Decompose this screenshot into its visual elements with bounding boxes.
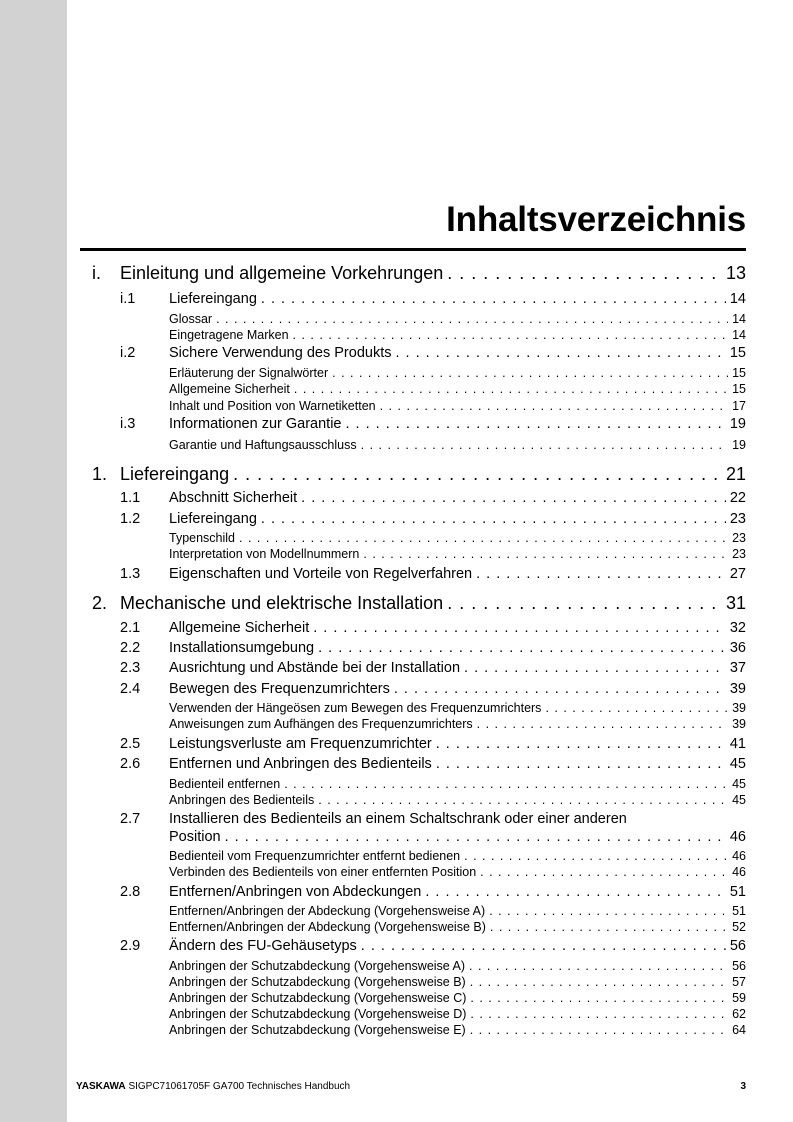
toc-label: Leistungsverluste am Frequenzumrichter (169, 736, 432, 752)
toc-label: Typenschild (169, 531, 236, 545)
toc-subsection[interactable] (169, 975, 746, 989)
toc-subsection[interactable] (169, 328, 746, 342)
toc-label: Bewegen des Frequenzumrichters (169, 681, 390, 697)
toc-label: Ausrichtung und Abstände bei der Installation (169, 660, 461, 676)
toc-subsection[interactable] (169, 991, 746, 1005)
toc-number: 2.4 (120, 681, 141, 697)
toc-leader-dots (332, 366, 728, 380)
toc-leader-dots (545, 701, 728, 715)
toc-leader-dots (380, 399, 728, 413)
toc-subsection[interactable] (169, 959, 746, 973)
toc-leader-dots (395, 345, 725, 361)
toc-leader-dots (363, 547, 728, 561)
toc-leader-dots (216, 312, 728, 326)
toc-label: Glossar (169, 312, 213, 326)
toc-leader-dots (464, 849, 728, 863)
toc-leader-dots (261, 291, 726, 307)
toc-label: Anbringen der Schutzabdeckung (Vorgehensweise A) (169, 959, 466, 973)
toc-page-number: 15 (732, 382, 746, 396)
toc-section-1-2[interactable] (120, 511, 746, 527)
toc-page-number: 14 (729, 291, 746, 307)
toc-page-number: 62 (732, 1007, 746, 1021)
toc-page-number: 51 (732, 904, 746, 918)
toc-label: Position (169, 829, 221, 845)
toc-number: 2.3 (120, 660, 141, 676)
toc-section-i-1[interactable] (120, 291, 746, 307)
toc-leader-dots (361, 438, 728, 452)
toc-subsection[interactable] (169, 1007, 746, 1021)
toc-label: Anbringen der Schutzabdeckung (Vorgehensweise C) (169, 991, 467, 1005)
toc-number: 2. (92, 593, 108, 613)
toc-number: 2.2 (120, 640, 141, 656)
toc-leader-dots (490, 920, 728, 934)
toc-leader-dots (361, 938, 726, 954)
toc-number: 1.3 (120, 566, 141, 582)
toc-label: Anbringen der Schutzabdeckung (Vorgehensweise E) (169, 1023, 466, 1037)
toc-label: Inhalt und Position von Warnetiketten (169, 399, 376, 413)
toc-leader-dots (233, 464, 722, 485)
toc-leader-dots (425, 884, 726, 900)
toc-section-2-9[interactable] (120, 938, 746, 954)
toc-page-number: 41 (729, 736, 746, 752)
toc-label: Anbringen der Schutzabdeckung (Vorgehensweise B) (169, 975, 466, 989)
toc-page-number: 15 (732, 366, 746, 380)
toc-subsection[interactable] (169, 366, 746, 380)
toc-label: Eingetragene Marken (169, 328, 289, 342)
toc-leader-dots (464, 660, 726, 676)
toc-number: i. (92, 263, 101, 283)
toc-page-number: 46 (729, 829, 746, 845)
toc-page-number: 39 (732, 717, 746, 731)
toc-page-number: 27 (729, 566, 746, 582)
toc-label: Liefereingang (120, 464, 230, 484)
toc-page-number: 59 (732, 991, 746, 1005)
toc-section-1-1[interactable] (120, 490, 746, 506)
toc-page-number: 13 (725, 263, 746, 283)
toc-label: Anbringen der Schutzabdeckung (Vorgehensweise D) (169, 1007, 467, 1021)
toc-page-number: 46 (732, 865, 746, 879)
toc-section-2-6[interactable] (120, 756, 746, 772)
toc-number: 1.1 (120, 490, 141, 506)
toc-page-number: 46 (732, 849, 746, 863)
toc-subsection[interactable] (169, 920, 746, 934)
toc-leader-dots (470, 1007, 728, 1021)
toc-label: Eigenschaften und Vorteile von Regelverfahren (169, 566, 473, 582)
toc-label: Allgemeine Sicherheit (169, 620, 310, 636)
toc-subsection[interactable] (169, 547, 746, 561)
toc-page-number: 45 (732, 777, 746, 791)
toc-leader-dots (470, 991, 728, 1005)
toc-number: 2.1 (120, 620, 141, 636)
toc-page-number: 31 (725, 593, 746, 613)
toc-label: Allgemeine Sicherheit (169, 382, 290, 396)
toc-section-2-8[interactable] (120, 884, 746, 900)
toc-leader-dots (318, 640, 726, 656)
toc-number: 1.2 (120, 511, 141, 527)
toc-page-number: 15 (729, 345, 746, 361)
toc-section-2-7[interactable] (169, 829, 746, 845)
toc-section-2-4[interactable] (120, 681, 746, 697)
toc-number: i.1 (120, 291, 136, 307)
toc-label: Mechanische und elektrische Installation (120, 593, 444, 613)
toc-subsection[interactable] (169, 312, 746, 326)
toc-number: 2.6 (120, 756, 141, 772)
toc-subsection[interactable] (169, 438, 746, 452)
toc-subsection[interactable] (169, 849, 746, 863)
toc-label: Liefereingang (169, 291, 257, 307)
toc-label: Entfernen/Anbringen der Abdeckung (Vorgehensweise A) (169, 904, 486, 918)
toc-subsection[interactable] (169, 701, 746, 715)
toc-label: Informationen zur Garantie (169, 416, 342, 432)
toc-number: 2.8 (120, 884, 141, 900)
page-title: Inhaltsverzeichnis (446, 200, 746, 239)
toc-page-number: 64 (732, 1023, 746, 1037)
toc-page-number: 45 (729, 756, 746, 772)
toc-label: Liefereingang (169, 511, 257, 527)
toc-label: Interpretation von Modellnummern (169, 547, 360, 561)
toc-page-number: 57 (732, 975, 746, 989)
toc-page-number: 39 (732, 701, 746, 715)
toc-leader-dots (476, 566, 726, 582)
footer-doc-title: SIGPC71061705F GA700 Technisches Handbuch (128, 1081, 351, 1092)
toc-page-number: 36 (729, 640, 746, 656)
toc-label: Erläuterung der Signalwörter (169, 366, 329, 380)
toc-label: Ändern des FU-Gehäusetyps (169, 938, 357, 954)
toc-page-number: 21 (725, 464, 746, 484)
toc-subsection[interactable] (169, 793, 746, 807)
toc-page-number: 37 (729, 660, 746, 676)
toc-page-number: 56 (729, 938, 746, 954)
toc-number: 2.9 (120, 938, 141, 954)
toc-leader-dots (313, 620, 726, 636)
toc-subsection[interactable] (169, 382, 746, 396)
toc-section-2-1[interactable] (120, 620, 746, 636)
toc-leader-dots (239, 531, 728, 545)
toc-subsection[interactable] (169, 1023, 746, 1037)
toc-chapter-i[interactable] (92, 263, 746, 284)
toc-leader-dots (436, 736, 726, 752)
toc-leader-dots (394, 681, 726, 697)
toc-page-number: 32 (729, 620, 746, 636)
toc-subsection[interactable] (169, 865, 746, 879)
toc-chapter-1[interactable] (92, 464, 746, 485)
toc-label: Bedienteil vom Frequenzumrichter entfernt bedienen (169, 849, 461, 863)
toc-label: Entfernen/Anbringen von Abdeckungen (169, 884, 422, 900)
toc-label: Entfernen/Anbringen der Abdeckung (Vorgehensweise B) (169, 920, 486, 934)
toc-page-number: 51 (729, 884, 746, 900)
toc-page-number: 19 (729, 416, 746, 432)
toc-section-2-7-line1[interactable] (120, 811, 627, 827)
toc-subsection[interactable] (169, 399, 746, 413)
toc-leader-dots (469, 959, 728, 973)
toc-page-number: 14 (732, 328, 746, 342)
toc-leader-dots (318, 793, 728, 807)
toc-label: Entfernen und Anbringen des Bedienteils (169, 756, 432, 772)
toc-leader-dots (447, 593, 722, 614)
toc-subsection[interactable] (169, 904, 746, 918)
toc-label: Einleitung und allgemeine Vorkehrungen (120, 263, 444, 283)
toc-subsection[interactable] (169, 531, 746, 545)
toc-page-number: 17 (732, 399, 746, 413)
toc-label: Installationsumgebung (169, 640, 315, 656)
toc-number: i.3 (120, 416, 136, 432)
toc-page-number: 14 (732, 312, 746, 326)
toc-page-number: 23 (729, 511, 746, 527)
footer-brand: YASKAWA (76, 1081, 126, 1092)
toc-leader-dots (261, 511, 726, 527)
toc-number: 2.7 (120, 811, 141, 827)
toc-label: Bedienteil entfernen (169, 777, 281, 791)
toc-leader-dots (447, 263, 722, 284)
toc-leader-dots (480, 865, 728, 879)
toc-page-number: 52 (732, 920, 746, 934)
toc-label: Abschnitt Sicherheit (169, 490, 298, 506)
toc-section-1-3[interactable] (120, 566, 746, 582)
toc-label: Anweisungen zum Aufhängen des Frequenzumrichters (169, 717, 473, 731)
toc-leader-dots (301, 490, 726, 506)
toc-label: Installieren des Bedienteils an einem Schaltschrank oder einer anderen (169, 811, 627, 827)
toc-subsection[interactable] (169, 717, 746, 731)
toc-number: i.2 (120, 345, 136, 361)
toc-leader-dots (293, 328, 729, 342)
toc-label: Sichere Verwendung des Produkts (169, 345, 392, 361)
toc-page-number: 45 (732, 793, 746, 807)
toc-leader-dots (294, 382, 728, 396)
toc-number: 1. (92, 464, 108, 484)
toc-label: Garantie und Haftungsausschluss (169, 438, 357, 452)
toc-number: 2.5 (120, 736, 141, 752)
toc-leader-dots (470, 975, 728, 989)
footer-document-info (76, 1081, 350, 1092)
toc-leader-dots (436, 756, 726, 772)
toc-leader-dots (470, 1023, 728, 1037)
toc-page-number: 56 (732, 959, 746, 973)
footer-page-number: 3 (740, 1081, 746, 1092)
toc-page-number: 19 (732, 438, 746, 452)
toc-page-number: 23 (732, 531, 746, 545)
toc-section-2-5[interactable] (120, 736, 746, 752)
toc-leader-dots (284, 777, 728, 791)
toc-page-number: 22 (729, 490, 746, 506)
toc-section-2-3[interactable] (120, 660, 746, 676)
toc-label: Anbringen des Bedienteils (169, 793, 315, 807)
toc-label: Verbinden des Bedienteils von einer entfernten Position (169, 865, 477, 879)
toc-page-number: 39 (729, 681, 746, 697)
toc-section-i-3[interactable] (120, 416, 746, 432)
toc-section-i-2[interactable] (120, 345, 746, 361)
toc-leader-dots (345, 416, 725, 432)
toc-label: Verwenden der Hängeösen zum Bewegen des Frequenzumrichters (169, 701, 542, 715)
toc-leader-dots (225, 829, 726, 845)
toc-leader-dots (477, 717, 728, 731)
toc-chapter-2[interactable] (92, 593, 746, 614)
toc-subsection[interactable] (169, 777, 746, 791)
toc-page-number: 23 (732, 547, 746, 561)
toc-section-2-2[interactable] (120, 640, 746, 656)
toc-leader-dots (489, 904, 728, 918)
